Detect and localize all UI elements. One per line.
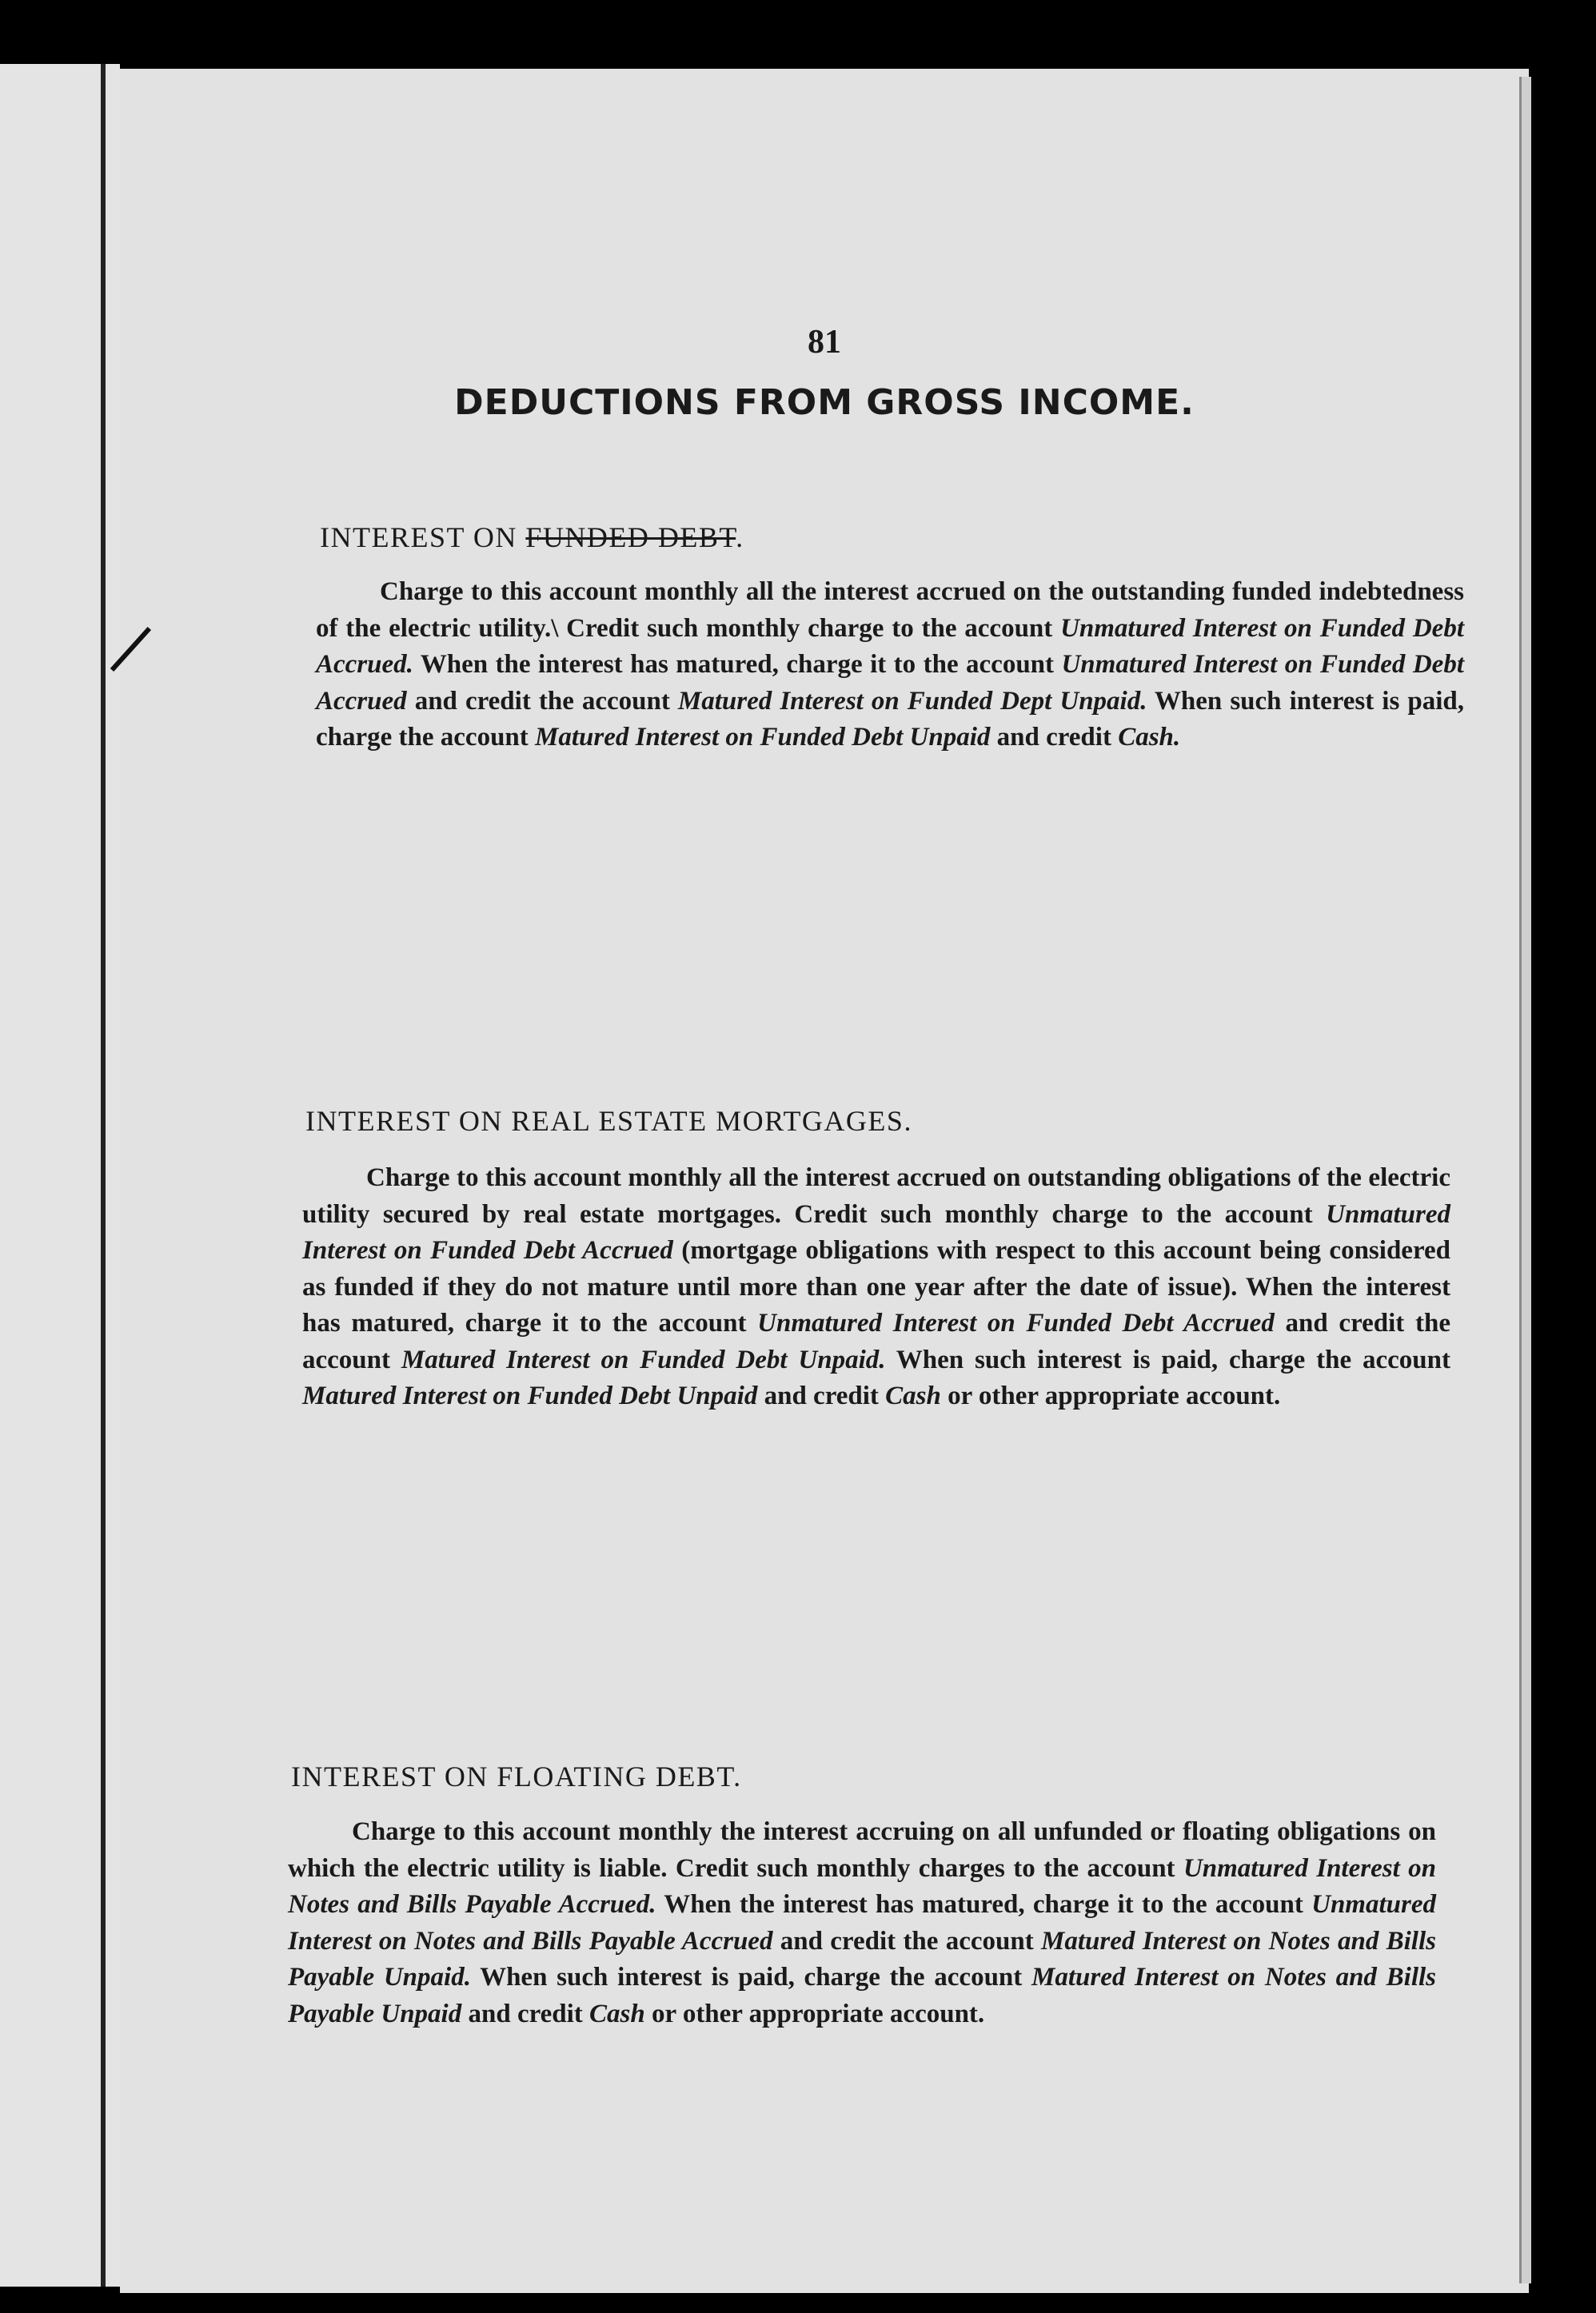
body-text: or other appropriate account. — [940, 1382, 1281, 1410]
account-name-italic: Matured Interest on Funded Debt Unpaid. — [401, 1345, 886, 1374]
body-text: (mortgage obligations with respect to this account being considered as funded if they do not mature until more than one year after the date of issue). When the interest has matured, charge it to the account — [302, 1236, 1450, 1338]
body-text: and credit the account — [406, 686, 678, 716]
account-name-italic: Unmatured Interest on Funded Debt Accrued — [316, 650, 1464, 716]
section-body-funded-debt — [316, 574, 1464, 756]
account-name-italic: Cash — [589, 1999, 645, 2028]
body-text: and credit the account — [302, 1309, 1450, 1374]
section-paragraph — [302, 1160, 1450, 1415]
heading-text: INTEREST ON — [320, 521, 526, 553]
body-text: Charge to this account monthly the interest accruing on all unfunded or floating obligations on which the electric utility is liable. Credit such monthly charges to the account — [288, 1817, 1436, 1883]
page-right-edge — [1519, 77, 1531, 2283]
page-number: 81 — [808, 324, 841, 361]
body-text: Charge to this account monthly all the interest accrued on the outstanding funded indebtedness of the electric utility.\ Credit such monthly charge to the account — [316, 577, 1464, 643]
account-name-italic: Unmatured Interest on Funded Debt Accrued — [757, 1309, 1275, 1338]
body-text: When such interest is paid, charge the account — [316, 686, 1464, 752]
page-title: DEDUCTIONS FROM GROSS INCOME. — [454, 382, 1195, 423]
account-name-italic: Unmatured Interest on Notes and Bills Payable Accrued. — [288, 1853, 1436, 1919]
section-heading-real-estate-mortgages: INTEREST ON REAL ESTATE MORTGAGES. — [305, 1105, 912, 1137]
account-name-italic: Unmatured Interest on Notes and Bills Payable Accrued — [288, 1890, 1436, 1956]
account-name-italic: Matured Interest on Funded Debt Unpaid — [302, 1382, 758, 1410]
account-name-italic: Matured Interest on Funded Debt Unpaid — [535, 723, 991, 752]
section-paragraph — [316, 574, 1464, 756]
account-name-italic: Cash. — [1118, 723, 1181, 752]
body-text: and credit — [461, 1999, 590, 2028]
body-text: and credit the account — [772, 1926, 1042, 1956]
body-text: When the interest has matured, charge it to the account — [656, 1890, 1312, 1919]
account-name-italic: Unmatured Interest on Funded Debt Accrued — [302, 1199, 1450, 1265]
body-text: and credit — [990, 723, 1119, 752]
section-heading-floating-debt: INTEREST ON FLOATING DEBT. — [291, 1761, 742, 1793]
section-body-real-estate-mortgages — [302, 1160, 1450, 1415]
body-text: Charge to this account monthly all the interest accrued on outstanding obligations of the electric utility secured by real estate mortgages. Credit such monthly charge to the account — [302, 1163, 1450, 1229]
binding-rule — [101, 64, 106, 2287]
body-text: When such interest is paid, charge the account — [885, 1345, 1450, 1374]
account-name-italic: Unmatured Interest on Funded Debt Accrued. — [316, 613, 1464, 679]
section-body-floating-debt — [288, 1814, 1436, 2032]
section-heading-funded-debt — [320, 520, 744, 554]
body-text: or other appropriate account. — [644, 1999, 985, 2028]
heading-suffix: . — [736, 521, 744, 553]
section-paragraph — [288, 1814, 1436, 2032]
account-name-italic: Cash — [885, 1382, 941, 1410]
body-text: When such interest is paid, charge the account — [470, 1963, 1031, 1992]
body-text: When the interest has matured, charge it to the account — [413, 650, 1062, 679]
document-page — [120, 69, 1529, 2293]
account-name-italic: Matured Interest on Notes and Bills Payable Unpaid — [288, 1963, 1437, 2028]
struck-heading-text: FUNDED DEBT — [525, 521, 736, 553]
account-name-italic: Matured Interest on Notes and Bills Payable Unpaid. — [288, 1926, 1436, 1992]
account-name-italic: Matured Interest on Funded Dept Unpaid. — [677, 686, 1147, 716]
body-text: and credit — [757, 1382, 886, 1410]
